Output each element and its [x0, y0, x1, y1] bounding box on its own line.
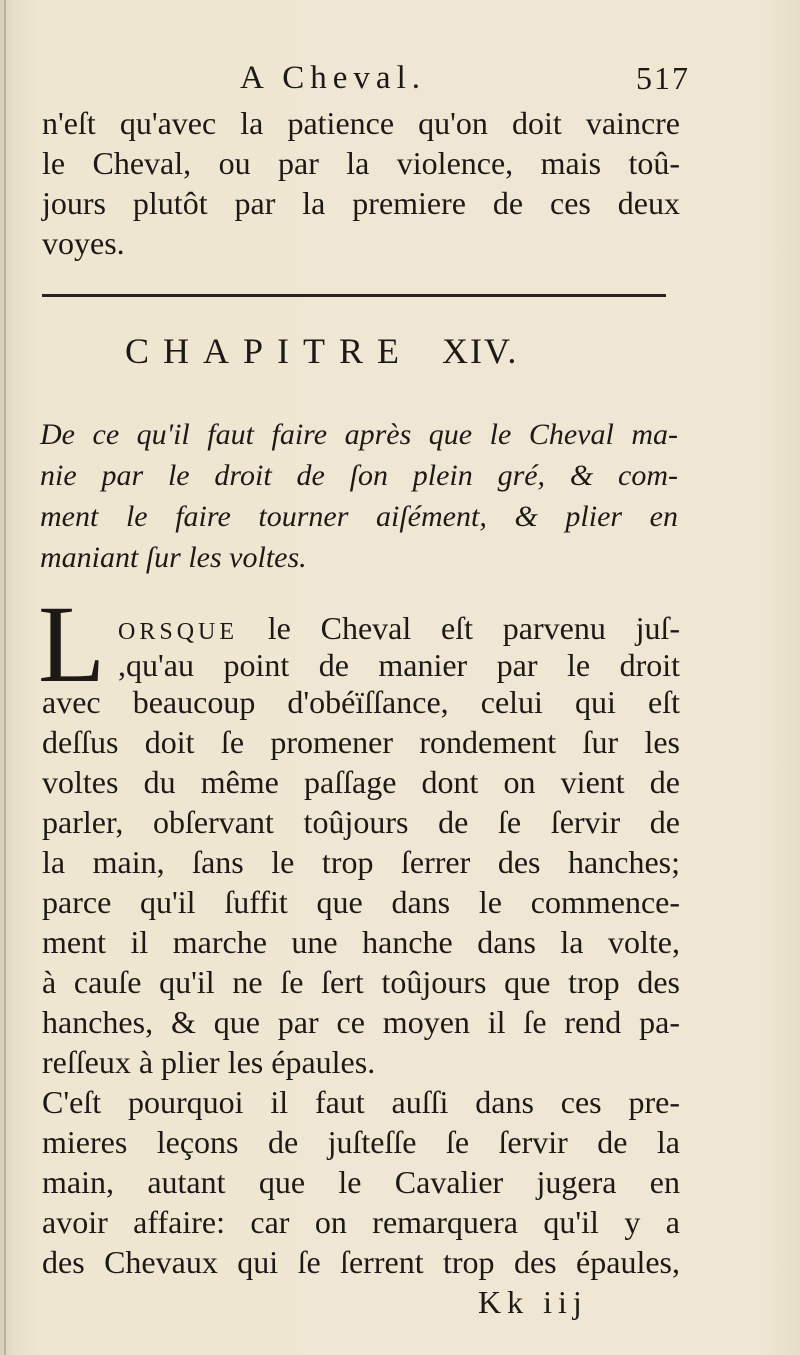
chapter-heading [125, 330, 518, 372]
body-line: à cauſe qu'il ne ſe ſert toûjours que trop des [42, 964, 680, 1000]
intro-line: le Cheval, ou par la violence, mais toû- [42, 145, 680, 181]
body-line: avec beaucoup d'obéïſſance, celui qui eſt [42, 684, 680, 720]
intro-line: jours plutôt par la premiere de ces deux [42, 185, 680, 221]
running-title: A Cheval. [240, 60, 426, 96]
chapter-subtitle-line: ment le faire tourner aiſément, & plier en [40, 500, 678, 533]
chapter-subtitle-line: maniant ſur les voltes. [40, 541, 307, 574]
body-line: C'eſt pourquoi il faut auſſi dans ces pre- [42, 1084, 680, 1120]
page-header [40, 60, 690, 100]
body-line: voltes du même paſſage dont on vient de [42, 764, 680, 800]
page-edge [4, 0, 6, 1355]
body-line: la main, ſans le trop ſerrer des hanches; [42, 844, 680, 880]
page-number: 517 [636, 60, 690, 96]
body-line: avoir affaire: car on remarquera qu'il y a [42, 1204, 680, 1240]
paragraph-second-line: ,qu'au point de manier par le droit [118, 647, 680, 683]
body-line: main, autant que le Cavalier jugera en [42, 1164, 680, 1200]
section-rule [42, 294, 666, 297]
body-line: parler, obſervant toûjours de ſe ſervir de [42, 804, 680, 840]
body-line: hanches, & que par ce moyen il ſe rend pa- [42, 1004, 680, 1040]
first-line-text: le Cheval eſt parvenu juſ- [267, 610, 681, 646]
body-line: reſſeux à plier les épaules. [42, 1044, 376, 1080]
body-line: des Chevaux qui ſe ſerrent trop des épaules, [42, 1244, 680, 1280]
chapter-subtitle-line: nie par le droit de ſon plein gré, & com- [40, 459, 678, 492]
chapter-numeral: XIV. [442, 331, 519, 371]
intro-line: n'eſt qu'avec la patience qu'on doit vaincre [42, 105, 680, 141]
signature-mark: Kk iij [478, 1284, 588, 1320]
intro-line: voyes. [42, 225, 125, 261]
chapter-subtitle-line: De ce qu'il faut faire après que le Cheval ma- [40, 418, 678, 451]
body-line: mieres leçons de juſteſſe ſe ſervir de la [42, 1124, 680, 1160]
body-line: parce qu'il ſuffit que dans le commence- [42, 884, 680, 920]
chapter-label: CHAPITRE [125, 331, 414, 371]
opening-word: ORSQUE [118, 619, 239, 645]
body-line: deſſus doit ſe promener rondement ſur les [42, 724, 680, 760]
body-line: ment il marche une hanche dans la volte, [42, 924, 680, 960]
drop-cap: L [38, 583, 106, 705]
